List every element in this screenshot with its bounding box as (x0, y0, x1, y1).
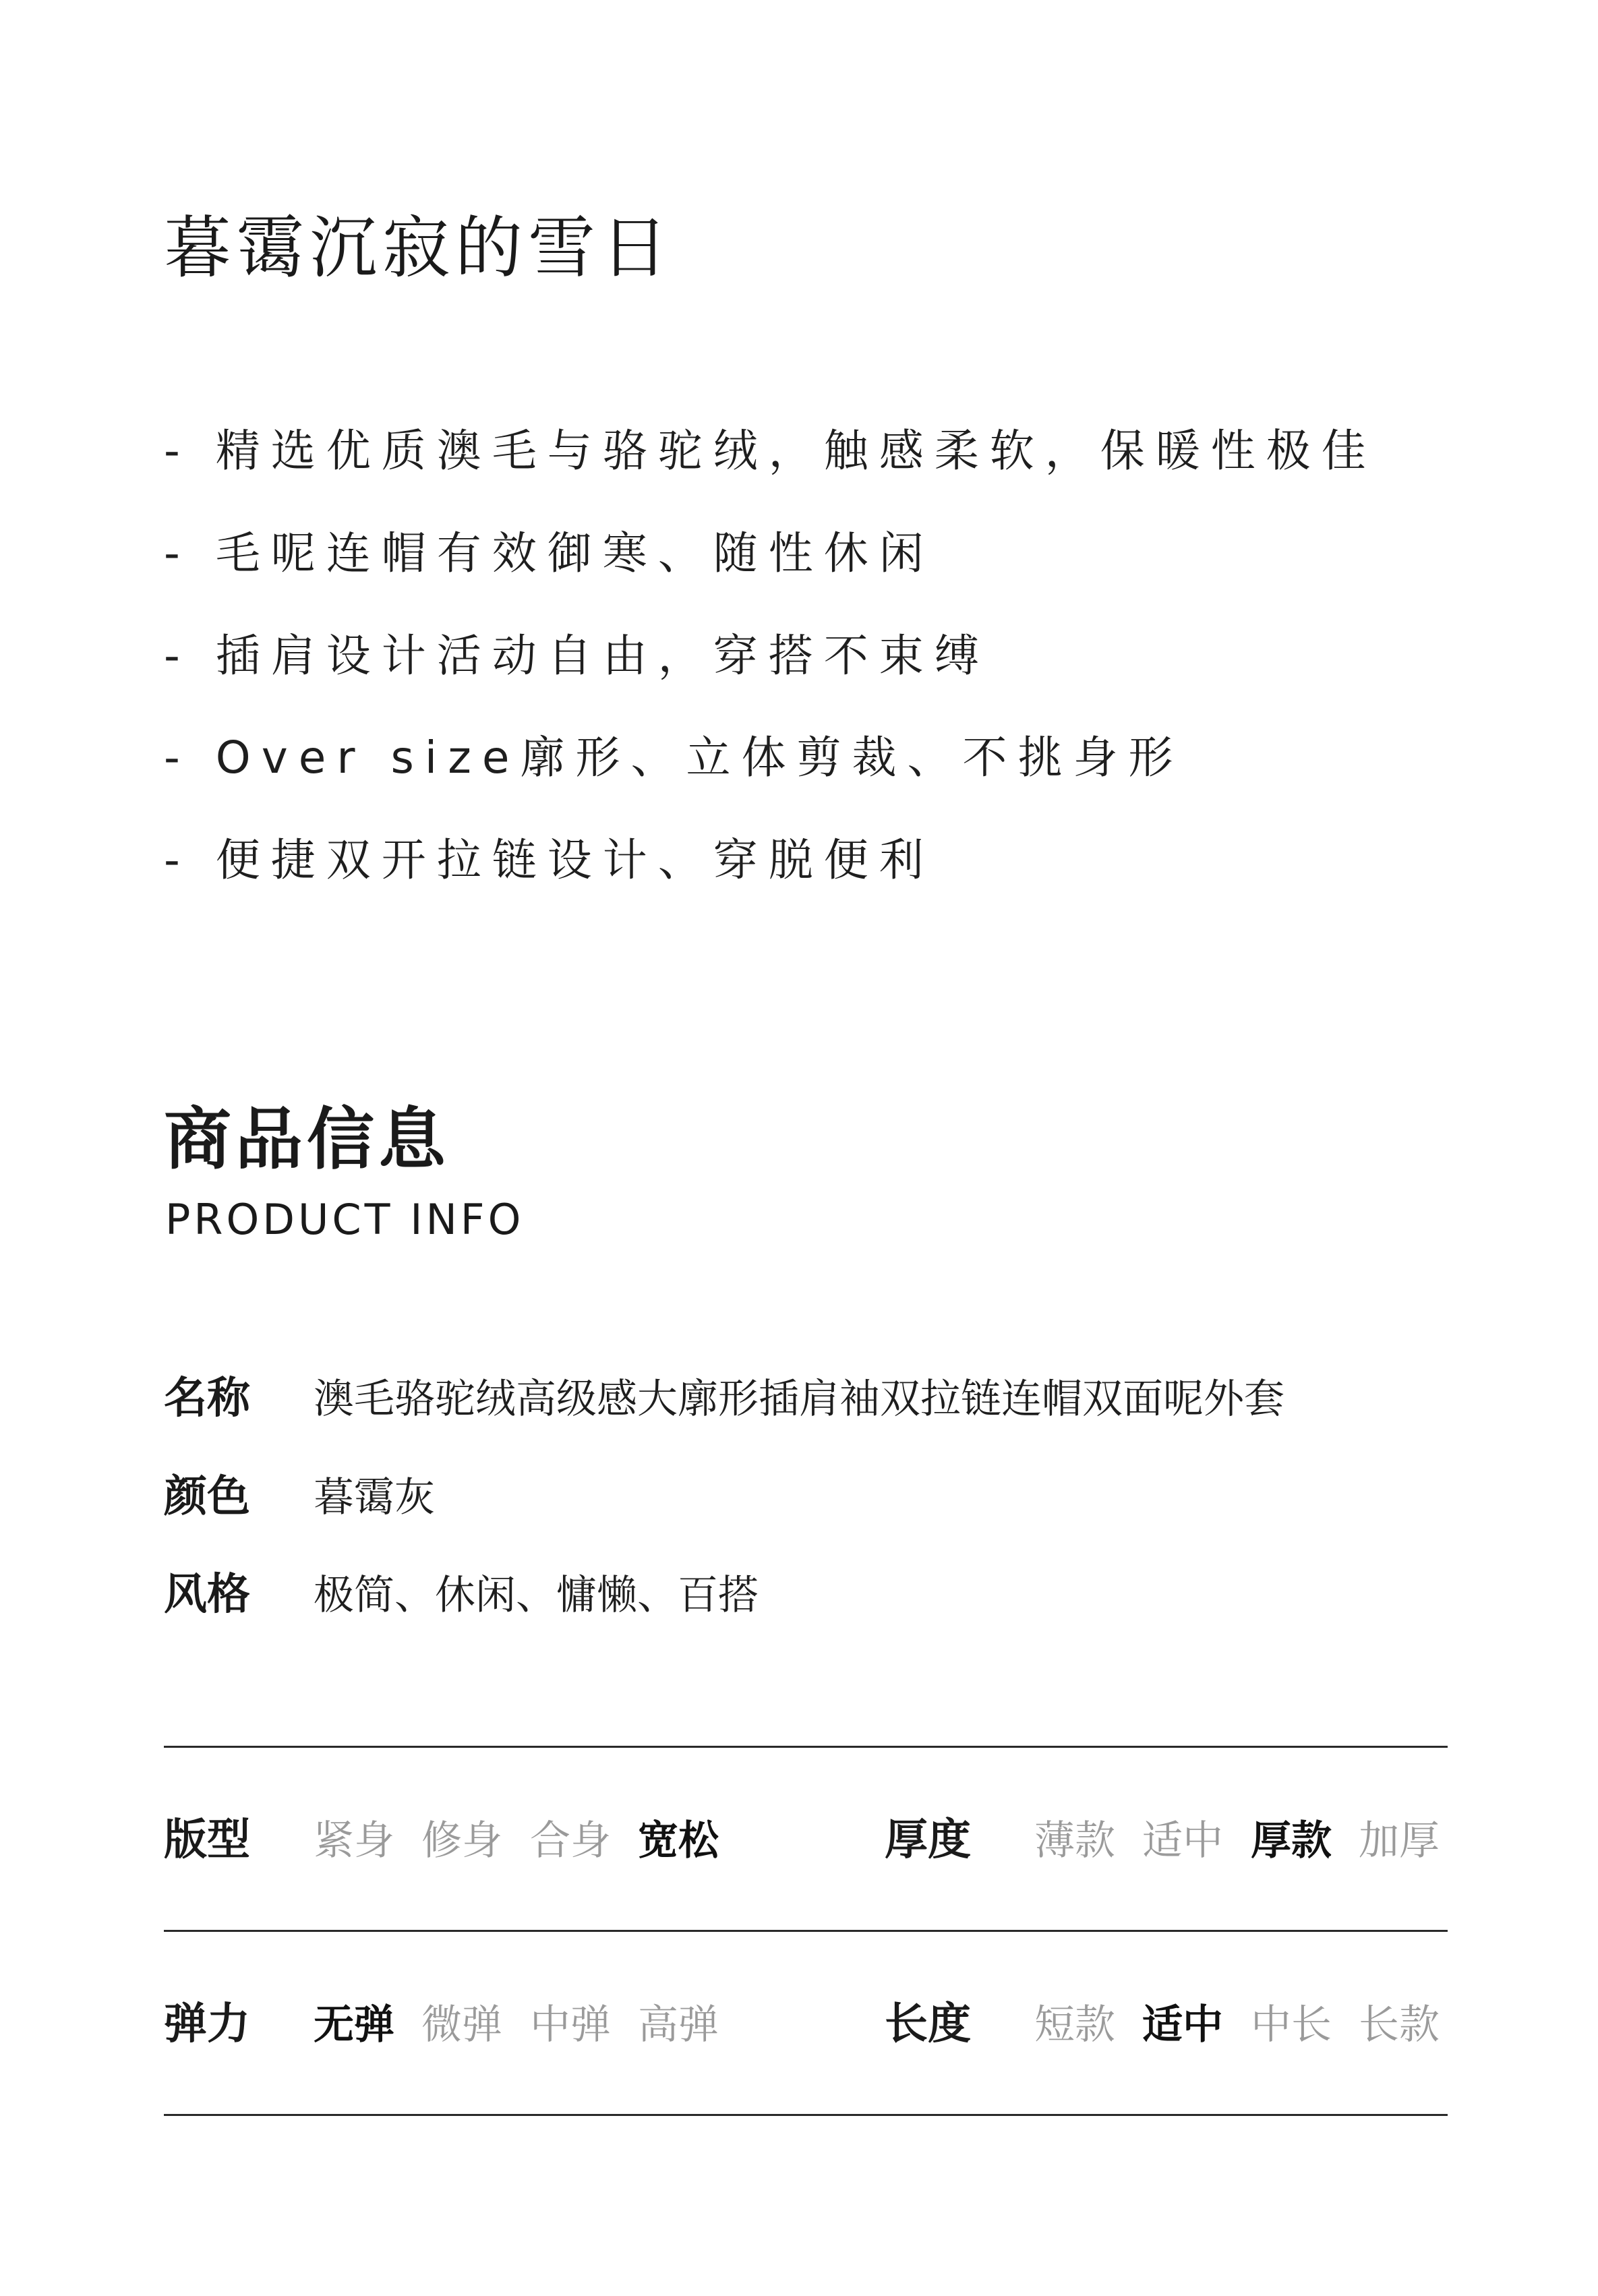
info-value-name: 澳毛骆驼绒高级感大廓形插肩袖双拉链连帽双面呢外套 (314, 1376, 1284, 1423)
info-value-style: 极简、休闲、慵懒、百搭 (314, 1572, 759, 1619)
divider-line (164, 2114, 1448, 2116)
fit-option: 合身 (530, 1817, 611, 1864)
fit-option: 紧身 (314, 1817, 394, 1864)
info-label-style: 风格 (164, 1570, 250, 1620)
info-label-name: 名称 (164, 1374, 250, 1423)
thickness-option: 适中 (1142, 1817, 1223, 1864)
info-value-color: 暮霭灰 (314, 1474, 435, 1521)
feature-item: - 精选优质澳毛与骆驼绒，触感柔软，保暖性极佳 (164, 425, 1377, 477)
length-option-selected: 适中 (1142, 2001, 1223, 2049)
attr-label-elasticity: 弹力 (164, 1999, 250, 2049)
elasticity-option-selected: 无弹 (314, 2001, 394, 2049)
length-option: 长款 (1359, 2001, 1440, 2049)
attr-label-thickness: 厚度 (885, 1815, 971, 1865)
divider-line (164, 1746, 1448, 1748)
page-title: 暮霭沉寂的雪日 (164, 208, 674, 287)
thickness-option: 加厚 (1359, 1817, 1440, 1864)
elasticity-option: 微弹 (421, 2001, 502, 2049)
fit-option-selected: 宽松 (638, 1817, 719, 1864)
feature-item: - 插肩设计活动自由，穿搭不束缚 (164, 630, 990, 682)
product-info-subtitle: PRODUCT INFO (165, 1195, 525, 1244)
length-option: 短款 (1034, 2001, 1115, 2049)
attr-label-fit: 版型 (164, 1815, 250, 1865)
fit-option: 修身 (421, 1817, 502, 1864)
thickness-option-selected: 厚款 (1251, 1817, 1332, 1864)
product-info-title: 商品信息 (164, 1100, 450, 1179)
feature-item: - 便捷双开拉链设计、穿脱便利 (164, 834, 935, 886)
attr-label-length: 长度 (885, 1999, 971, 2049)
length-option: 中长 (1251, 2001, 1332, 2049)
feature-item: - Over size廓形、立体剪裁、不挑身形 (164, 732, 1184, 784)
divider-line (164, 1930, 1448, 1932)
elasticity-option: 高弹 (638, 2001, 719, 2049)
feature-item: - 毛呢连帽有效御寒、随性休闲 (164, 527, 935, 579)
info-label-color: 颜色 (164, 1472, 250, 1522)
thickness-option: 薄款 (1034, 1817, 1115, 1864)
elasticity-option: 中弹 (530, 2001, 611, 2049)
